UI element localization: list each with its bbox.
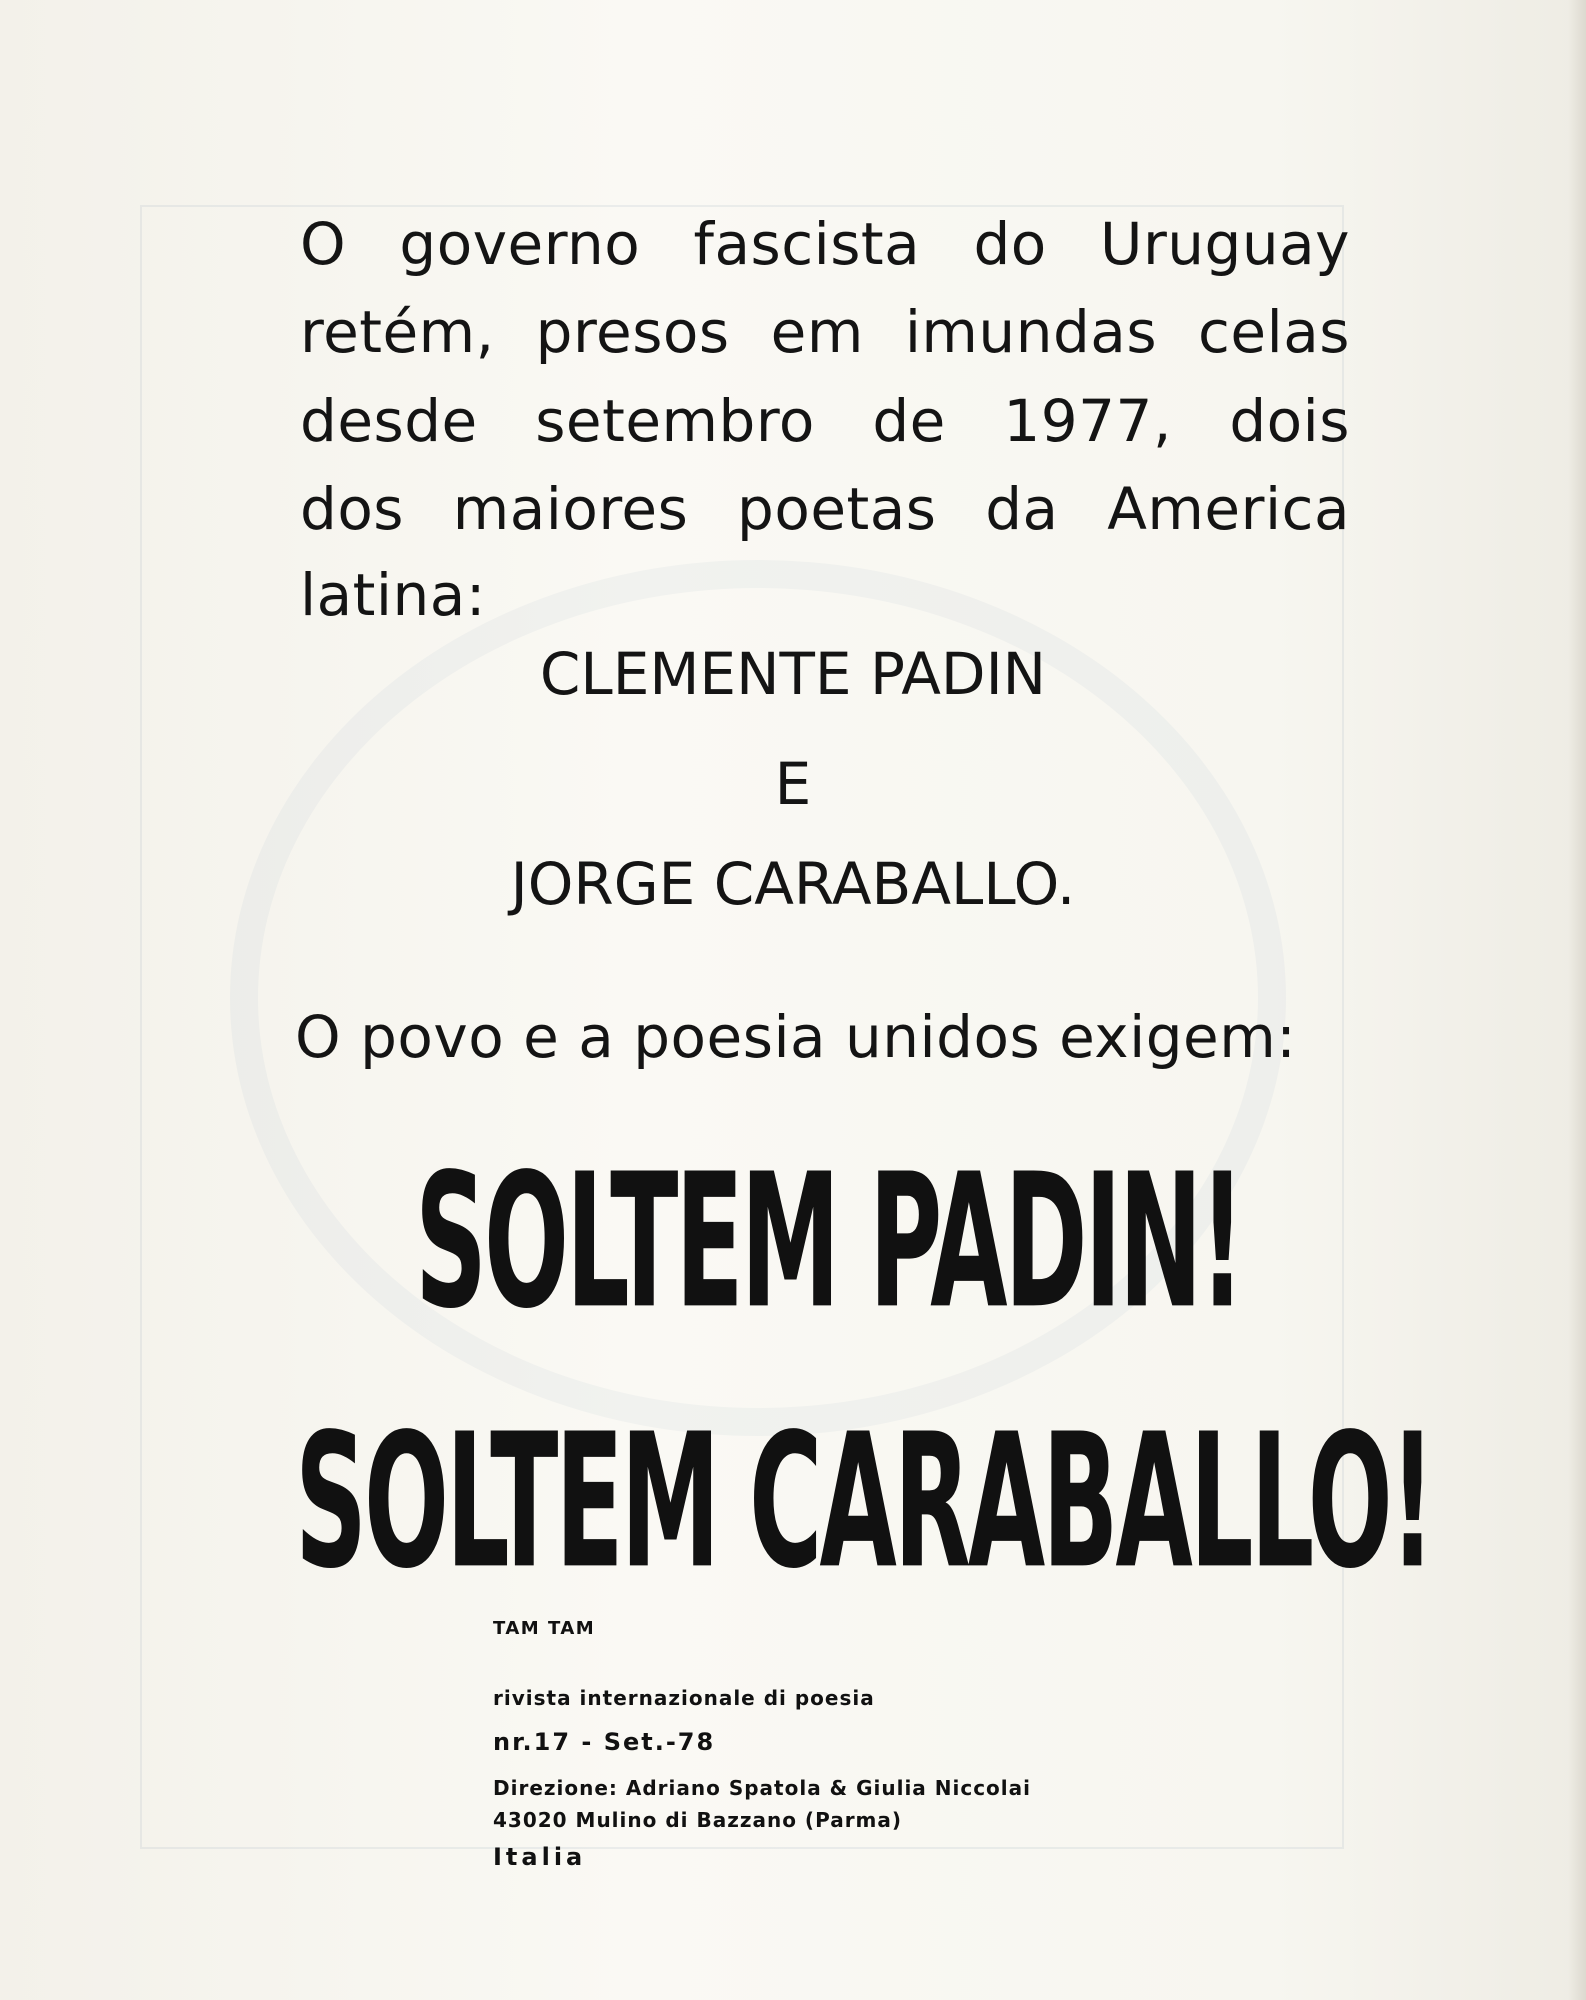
headline-line-1: O governo fascista do Uruguay xyxy=(300,210,1350,278)
headline-line-4: dos maiores poetas da America xyxy=(300,475,1350,543)
page-edge-shadow xyxy=(1568,0,1586,2000)
name-conjunction: E xyxy=(774,750,812,818)
imprint-direction: Direzione: Adriano Spatola & Giulia Niccolai xyxy=(493,1776,1032,1800)
headline-line-2: retém, presos em imundas celas xyxy=(300,298,1350,366)
imprint-address: 43020 Mulino di Bazzano (Parma) xyxy=(493,1808,903,1832)
imprint-subtitle: rivista internazionale di poesia xyxy=(493,1686,875,1710)
name-jorge-caraballo: JORGE CARABALLO. xyxy=(510,850,1076,918)
imprint-issue: nr.17 - Set.-78 xyxy=(493,1728,716,1756)
headline-line-5: latina: xyxy=(300,561,486,629)
headline-line-3: desde setembro de 1977, dois xyxy=(300,387,1350,455)
name-clemente-padin: CLEMENTE PADIN xyxy=(539,640,1047,708)
imprint-magazine-name: TAM TAM xyxy=(493,1618,596,1639)
demand-free-padin: SOLTEM PADIN! xyxy=(415,1133,1243,1350)
imprint-country: Italia xyxy=(493,1843,587,1871)
call-to-action-line: O povo e a poesia unidos exigem: xyxy=(295,1003,1297,1071)
demand-free-caraballo: SOLTEM CARABALLO! xyxy=(295,1393,1433,1610)
